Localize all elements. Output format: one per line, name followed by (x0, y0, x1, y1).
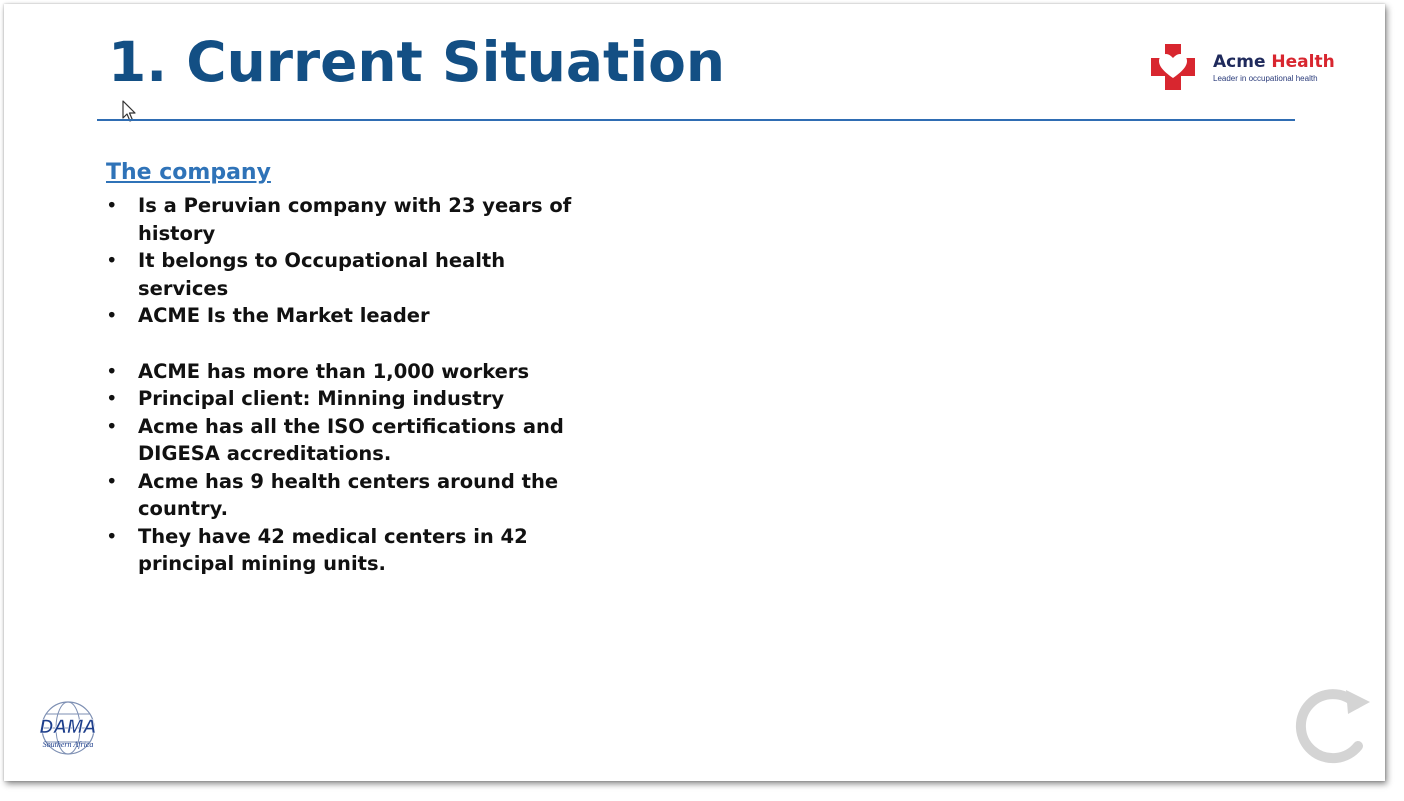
title-divider (97, 119, 1295, 121)
slide-title: 1. Current Situation (108, 30, 726, 94)
acme-tagline: Leader in occupational health (1213, 74, 1318, 83)
list-item: • ACME Is the Market leader (106, 302, 586, 330)
list-item: • They have 42 medical centers in 42 principal mining units. (106, 523, 586, 578)
acme-brand-name (1213, 52, 1335, 72)
cross-heart-icon (1149, 42, 1197, 92)
acme-health-logo (1149, 42, 1349, 92)
list-item: • Acme has 9 health centers around the country. (106, 468, 586, 523)
company-bullet-list (106, 192, 586, 578)
list-item: • Is a Peruvian company with 23 years of history (106, 192, 586, 247)
list-item: • ACME has more than 1,000 workers (106, 358, 586, 386)
dama-logo (24, 698, 114, 758)
refresh-arrow-icon (1286, 680, 1376, 770)
acme-name-part2: Health (1271, 52, 1335, 72)
presentation-slide (4, 4, 1385, 781)
list-item: • Principal client: Minning industry (106, 385, 586, 413)
globe-icon (24, 698, 114, 758)
list-item: • Acme has all the ISO certifications and DIGESA accreditations. (106, 413, 586, 468)
acme-name-part1: Acme (1213, 52, 1266, 72)
dama-name: DAMA (39, 717, 97, 738)
section-heading-link[interactable]: The company (106, 160, 271, 185)
dama-subtitle: Southern Africa (42, 740, 94, 749)
list-item: • It belongs to Occupational health services (106, 247, 586, 302)
